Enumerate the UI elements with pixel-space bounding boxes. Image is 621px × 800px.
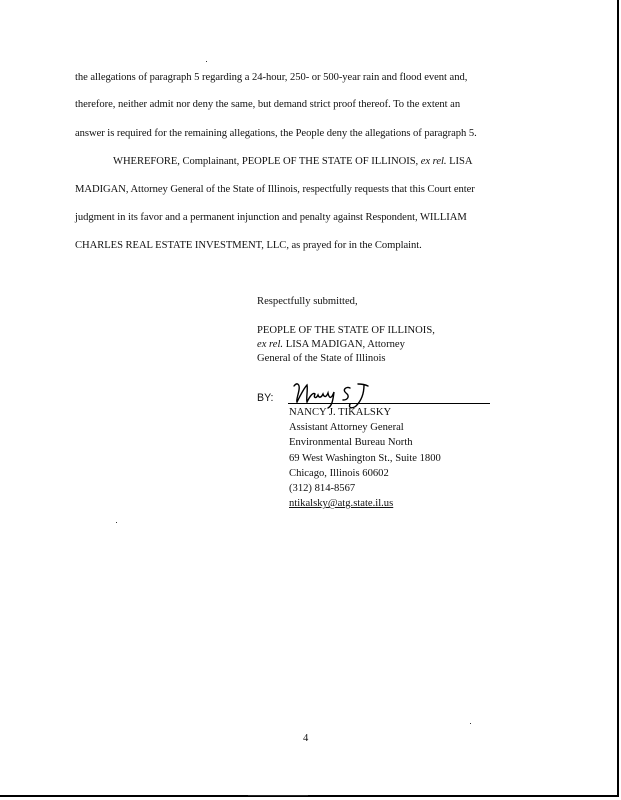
body-line-2: therefore, neither admit nor deny the same, but demand strict proof thereof. To the extent an	[75, 99, 461, 110]
by-label: BY:	[257, 392, 274, 404]
attorney-title: Assistant Attorney General	[289, 422, 404, 434]
body-line-5: MADIGAN, Attorney General of the State of Illinois, respectfully requests that this Court enter	[75, 184, 475, 195]
attorney-name: NANCY J. TIKALSKY	[289, 407, 392, 418]
party-block	[257, 324, 435, 366]
closing-text: Respectfully submitted,	[257, 296, 358, 307]
scan-speck	[206, 61, 207, 62]
party-line-2	[257, 338, 435, 352]
body-line-4	[113, 156, 472, 167]
wherefore-name: LISA	[449, 156, 473, 167]
body-line-1: the allegations of paragraph 5 regarding a 24-hour, 250- or 500-year rain and flood event and,	[75, 72, 468, 83]
ex-rel-italic: ex rel.	[420, 156, 447, 167]
phone-number: (312) 814-8567	[289, 483, 356, 495]
party-attorney: LISA MADIGAN, Attorney	[285, 339, 405, 350]
party-line-3: General of the State of Illinois	[257, 353, 386, 364]
party-ex-rel: ex rel.	[257, 339, 284, 350]
party-line-1: PEOPLE OF THE STATE OF ILLINOIS,	[257, 325, 435, 336]
email-link[interactable]: ntikalsky@atg.state.il.us	[289, 498, 394, 510]
signature-line	[288, 403, 490, 404]
attorney-info	[289, 405, 441, 511]
scan-speck	[470, 723, 471, 724]
body-line-3: answer is required for the remaining allegations, the People deny the allegations of paragraph 5.	[75, 128, 477, 139]
page-number: 4	[303, 733, 309, 744]
body-line-7: CHARLES REAL ESTATE INVESTMENT, LLC, as prayed for in the Complaint.	[75, 240, 422, 251]
address-line-1: 69 West Washington St., Suite 1800	[289, 452, 441, 464]
bureau-name: Environmental Bureau North	[289, 437, 413, 449]
scan-edge-mark	[248, 795, 308, 796]
body-line-6: judgment in its favor and a permanent injunction and penalty against Respondent, WILLIAM	[75, 212, 467, 223]
scan-speck	[116, 522, 117, 523]
address-line-2: Chicago, Illinois 60602	[289, 467, 389, 479]
wherefore-text: WHEREFORE, Complainant, PEOPLE OF THE STATE OF ILLINOIS,	[113, 156, 419, 167]
